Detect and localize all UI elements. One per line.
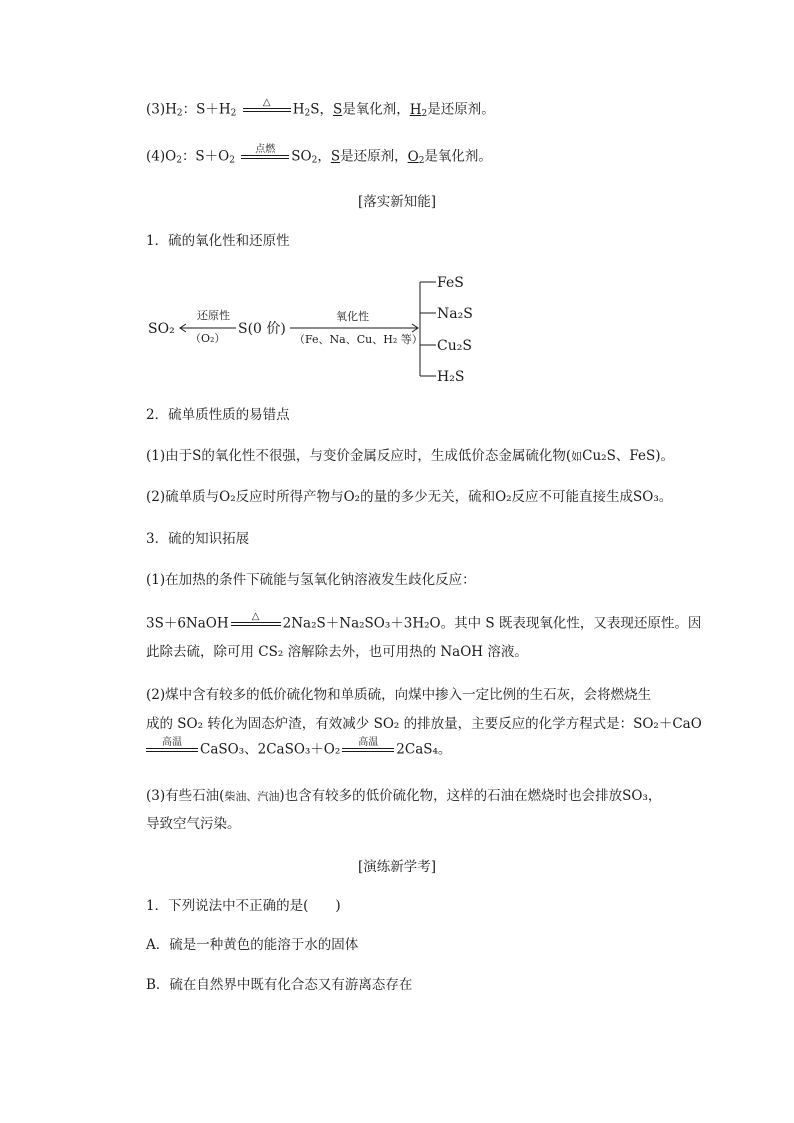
item-heading: 2．硫单质性质的易错点 [146,407,290,423]
text: S， [310,101,333,118]
subscript: 2 [176,155,182,166]
so2-label: SO₂ [148,321,175,337]
text: H [292,101,305,118]
text: 3S＋6NaOH [146,615,229,632]
text: Cu₂S、FeS)。 [582,448,674,464]
question: 1．下列说法中不正确的是( ) [146,898,341,914]
text: (1)由于S的氧化性不很强，与变价金属反应时，生成低价态金属硫化物( [146,448,572,464]
product-h2s: H₂S [437,369,465,385]
annotation: 柴油、汽油 [224,790,280,803]
reduction-condition: （O₂） [190,332,226,345]
text: 是还原剂， [340,148,408,165]
paragraph: 成的 SO₂ 转化为固态炉渣，有效减少 SO₂ 的排放量，主要反应的化学方程式是：SO₂＋CaO [146,716,702,732]
subscript: 2 [176,108,183,119]
reaction-arrow [241,145,289,169]
item-heading: 1．硫的氧化性和还原性 [146,233,290,249]
reaction-arrow [342,738,394,762]
paragraph: 此除去硫，除可用 CS₂ 溶解除去外，也可用热的 NaOH 溶液。 [146,644,528,660]
subscript: 2 [311,155,318,166]
text: CaSO₃、2CaSO₃＋O₂ [200,741,341,758]
text: (4)O [146,148,177,165]
text: 2CaS₄。 [396,741,452,758]
equation-line [146,738,451,762]
condition: 高温 [358,737,379,748]
sulfur-redox-diagram [140,268,540,388]
text: )也含有较多的低价硫化物，这样的石油在燃烧时也会排放SO₃， [279,788,662,804]
text: 是氧化剂。 [424,148,492,165]
oxidation-condition: （Fe、Na、Cu、H₂ 等） [294,333,423,346]
text: ， [317,148,331,165]
condition: 高温 [162,737,182,748]
product-cu2s: Cu₂S [437,338,472,354]
underlined-text [408,149,425,165]
text: O [407,148,419,165]
reaction-h2-line [146,98,495,122]
text: H [409,101,422,118]
annotation: 如 [571,450,583,463]
product-na2s: Na₂S [437,306,473,322]
reaction-arrow [231,612,281,636]
condition: △ [251,611,260,622]
sulfur-center: S(0 价) [238,321,286,337]
condition: 点燃 [255,144,276,155]
text: 是还原剂。 [427,101,495,118]
subscript: 2 [230,108,237,119]
paragraph: (2)硫单质与O₂反应时所得产物与O₂的量的多少无关，硫和O₂反应不可能直接生成SO₃。 [146,489,673,505]
paragraph: 导致空气污染。 [146,816,241,832]
option-a: A．硫是一种黄色的能溶于水的固体 [146,937,359,953]
section-heading: [演练新学考] [357,859,437,875]
product-fes: FeS [437,275,464,291]
section-heading: [落实新知能] [357,194,437,210]
text: ：S＋H [182,101,231,118]
underlined-text: S [330,148,341,165]
paragraph: (2)煤中含有较多的低价硫化物和单质硫，向煤中掺入一定比例的生石灰，会将燃烧生 [146,687,652,703]
reduction-label: 还原性 [197,309,230,322]
underlined-text: S [332,101,343,118]
text: SO [291,148,312,165]
subscript: 2 [421,108,428,119]
text: ：S＋O [181,148,230,165]
paragraph [146,787,661,806]
paragraph [146,447,674,466]
paragraph: (1)在加热的条件下硫能与氢氧化钠溶液发生歧化反应： [146,572,476,588]
text: (3)有些石油( [146,788,225,804]
subscript: 2 [418,155,425,166]
text: 2Na₂S＋Na₂SO₃＋3H₂O。其中 S 既表现氧化性，又表现还原性。因 [282,615,702,632]
item-heading: 3．硫的知识拓展 [146,531,250,547]
equation-line [146,612,701,636]
reaction-arrow [146,738,198,762]
text: 是氧化剂， [342,101,410,118]
reaction-arrow [243,98,291,122]
text: (3)H [146,101,177,118]
subscript: 2 [304,108,311,119]
subscript: 2 [229,155,235,166]
option-b: B．硫在自然界中既有化合态又有游离态存在 [146,977,413,993]
condition: △ [262,97,271,108]
oxidation-label: 氧化性 [336,310,369,323]
underlined-text [410,102,428,118]
reaction-o2-line [146,145,492,169]
